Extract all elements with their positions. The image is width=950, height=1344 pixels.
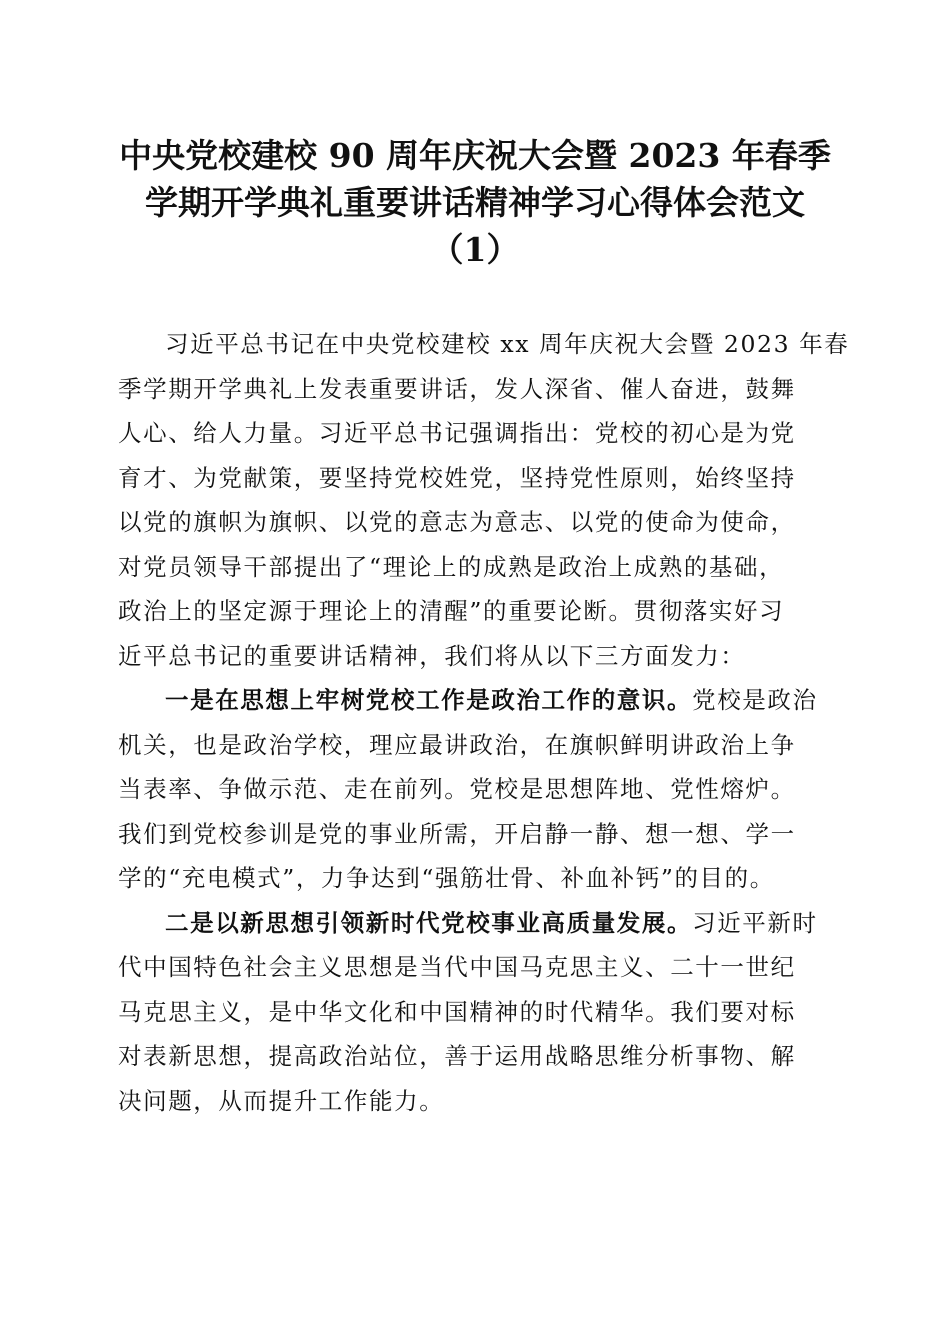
paragraph-line: 我们到党校参训是党的事业所需，开启静一静、想一想、学一 [118,819,796,848]
title-line-2: 学期开学典礼重要讲话精神学习心得体会范文 [145,183,805,222]
paragraph-line: 近平总书记的重要讲话精神，我们将从以下三方面发力： [118,641,746,670]
paragraph-line: 马克思主义，是中华文化和中国精神的时代精华。我们要对标 [118,997,796,1026]
paragraph-line: 当表率、争做示范、走在前列。党校是思想阵地、党性熔炉。 [118,775,796,803]
paragraph-line: 人心、给人力量。习近平总书记强调指出：党校的初心是为党 [118,419,796,447]
point-text: 党校是政治 [692,686,818,714]
title-line-1: 中央党校建校 90 周年庆祝大会暨 2023 年春季 [119,136,831,175]
point-heading: 二是以新思想引领新时代党校事业高质量发展。 [165,908,693,937]
paragraph-line [118,901,834,946]
paragraph-point-one [118,678,834,901]
paragraph-point-two [118,901,834,1124]
paragraph-line: 以党的旗帜为旗帜、以党的意志为意志、以党的使命为使命， [118,508,796,536]
point-heading: 一是在思想上牢树党校工作是政治工作的意识。 [165,686,693,714]
paragraph-line: 机关，也是政治学校，理应最讲政治，在旗帜鲜明讲政治上争 [118,730,796,759]
document-body [118,322,850,1123]
paragraph-line: 育才、为党献策，要坚持党校姓党，坚持党性原则，始终坚持 [118,463,796,492]
paragraph-line: 习近平总书记在中央党校建校 xx 周年庆祝大会暨 2023 年春 [165,330,850,358]
paragraph-line [118,678,834,723]
paragraph-line: 季学期开学典礼上发表重要讲话，发人深省、催人奋进，鼓舞 [118,374,796,403]
title-line-3: （1） [430,230,520,269]
document-title [100,132,850,273]
paragraph-line: 政治上的坚定源于理论上的清醒”的重要论断。贯彻落实好习 [118,597,785,625]
point-text: 习近平新时 [692,908,818,937]
paragraph-line: 决问题，从而提升工作能力。 [118,1086,445,1115]
paragraph-line: 代中国特色社会主义思想是当代中国马克思主义、二十一世纪 [118,953,796,981]
paragraph-line: 对表新思想，提高政治站位，善于运用战略思维分析事物、解 [118,1042,796,1070]
paragraph-intro [118,322,850,678]
paragraph-line: 学的“充电模式”，力争达到“强筋壮骨、补血补钙”的目的。 [118,864,775,892]
paragraph-line: 对党员领导干部提出了“理论上的成熟是政治上成熟的基础， [118,552,785,581]
